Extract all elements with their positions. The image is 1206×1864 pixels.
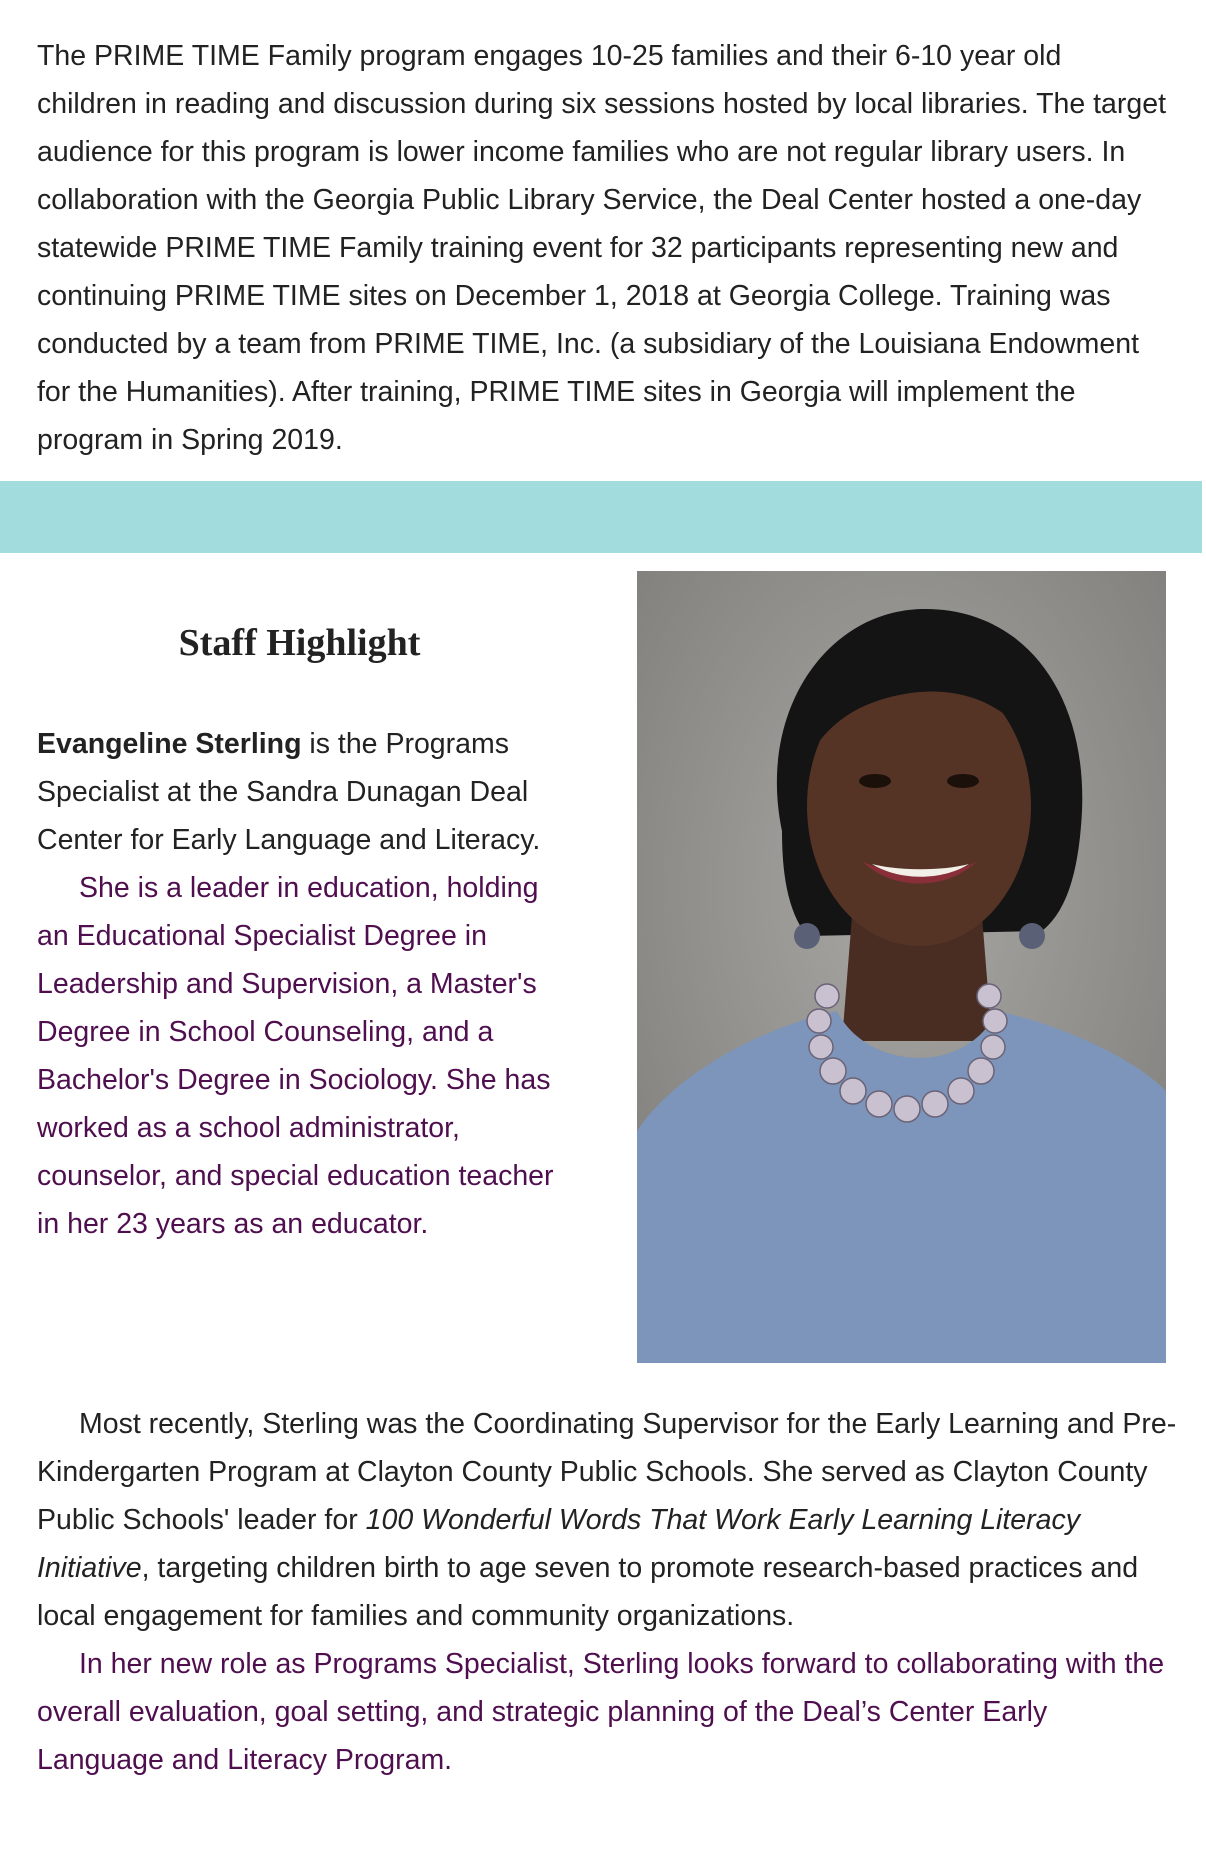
- right-earring: [1019, 923, 1045, 949]
- staff-portrait-photo: [637, 571, 1166, 1363]
- section-divider-band: [0, 481, 1202, 553]
- prime-time-paragraph: The PRIME TIME Family program engages 10-25 families and their 6-10 year old children in reading and discussion during six sessions hosted by local libraries. The target audience for this program is lower income families who are not regular library users. In collaboration with the Georgia Public Library Service, the Deal Center hosted a one-day statewide PRIME TIME Family training event for 32 participants representing new and continuing PRIME TIME sites on December 1, 2018 at Georgia College. Training was conducted by a team from PRIME TIME, Inc. (a subsidiary of the Louisiana Endowment for the Humanities). After training, PRIME TIME sites in Georgia will implement the program in Spring 2019.: [37, 40, 1167, 456]
- portrait-illustration: [637, 571, 1166, 1363]
- bio-column: [37, 720, 577, 1248]
- sweater: [637, 1011, 1166, 1363]
- recent-role-text-1: Most recently, Sterling was the Coordinating Supervisor for the Early Learning and Pre-Kindergarten Program at Clayton County Public Schools. She served as Clayton County Public Schools' leader for: [37, 1408, 1177, 1536]
- right-eye: [947, 774, 979, 788]
- left-earring: [794, 923, 820, 949]
- lower-bio-section: [37, 1400, 1177, 1784]
- left-eye: [859, 774, 891, 788]
- new-role-paragraph: In her new role as Programs Specialist, Sterling looks forward to collaborating with the overall evaluation, goal setting, and strategic planning of the Deal’s Center Early Language and Literacy Program.: [37, 1648, 1165, 1776]
- staff-highlight-heading: Staff Highlight: [178, 622, 421, 664]
- recent-role-text-2: , targeting children birth to age seven to promote research-based practices and local engagement for families and community organizations.: [37, 1552, 1139, 1632]
- education-paragraph: She is a leader in education, holding an Educational Specialist Degree in Leadership and Supervision, a Master's Degree in School Counseling, and a Bachelor's Degree in Sociology. She has worked as a school administrator, counselor, and special education teacher in her 23 years as an educator.: [37, 872, 554, 1240]
- bio-intro-paragraph: [37, 720, 577, 864]
- staff-name: Evangeline Sterling: [37, 728, 302, 760]
- recent-role-paragraph: [37, 1400, 1177, 1640]
- initiative-name: 100 Wonderful Words That Work Early Learning Literacy Initiative: [37, 1504, 1081, 1584]
- bio-intro-text: is the Programs Specialist at the Sandra Dunagan Deal Center for Early Language and Literacy.: [37, 728, 541, 856]
